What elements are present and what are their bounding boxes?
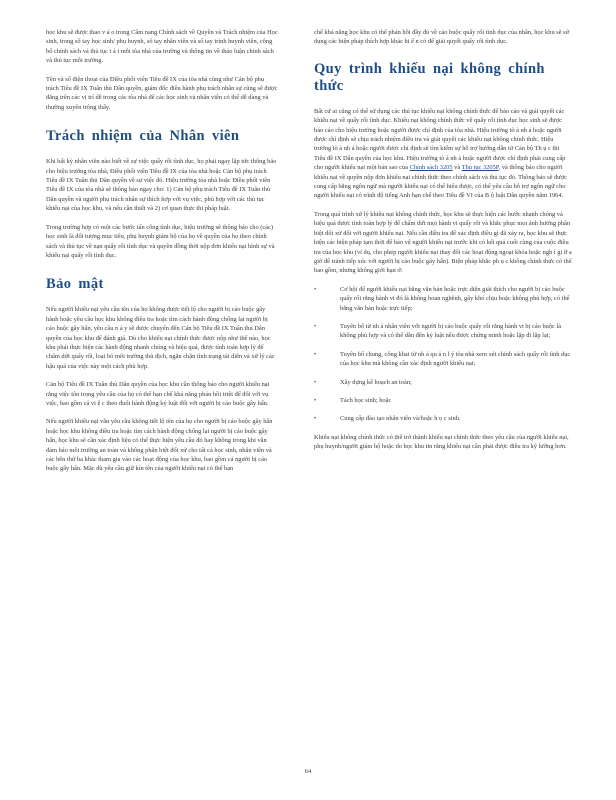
body-paragraph-with-links [314, 107, 572, 201]
staff-responsibility-heading: Trách nhiệm của Nhân viên [46, 128, 240, 145]
bullet-icon: • [314, 350, 317, 358]
body-paragraph: Nếu người khiếu nại vẫn yêu cầu không tiết lộ tên của họ cho người bị cáo buộc gây hấn hoặc học khu không điều tra hoặc tìm cách hành động chống lại người bị cáo buộc gây hấn, học khu sẽ cần xác định liệu có thể thực hiện yêu cầu đó hay không trong khi vẫn đảm bảo môi trường an toàn và không phân biệt đối xử cho tất cả học sinh, nhân viên và các bên thứ ba khác tham gia vào các hoạt động của học khu, bao gồm cả người bị cáo buộc gây hấn. Mặc dù yêu cầu giữ kín tên của người khiếu nại có thể hạn [46, 418, 273, 473]
list-item-text: Cung cấp đào tạo nhân viên và/hoặc h ọ c sinh. [340, 415, 461, 423]
bullet-icon: • [314, 396, 317, 404]
remedies-list [314, 285, 572, 424]
list-item-text: Xây dựng kế hoạch an toàn; [340, 378, 412, 386]
list-item-text: Tuyên bố từ nh ả nhân viên với người bị cáo buộc quấy rối rằng hành vi bị cáo buộc là không phù hợp và có thể dẫn đến kỷ luật nếu được chứng minh hoặc lặp đi lặp lại; [340, 322, 562, 340]
list-item [314, 350, 572, 369]
bullet-icon: • [314, 378, 317, 386]
list-item-text: Tuyên bố chung, công khai từ nh ả qu ả n l ý tòa nhà xem xét chính sách quấy rối tình dục của học khu mà không cần xác định người khiếu nại; [340, 350, 571, 368]
body-paragraph: chế khả năng học khu có thể phản hồi đầy đủ về cáo buộc quấy rối tình dục của nhân, học khu sẽ sử dụng các biện pháp thích hợp khác hi ể n có để giải quyết quấy rối tình dục. [314, 29, 570, 46]
list-item-text: Tách học sinh; hoặc [340, 396, 392, 404]
body-paragraph: học khu sẽ được thao v ả o trong Cẩm nang Chính sách về Quyền và Trách nhiệm của Học sinh, trong số tay học sinh/ phụ huynh, sổ tay nhân viên và sổ tay trình huynh viên, công bố chính sách và thủ tục t ả i mỗi tòa nhà của trường và thông tin về thảo luận chính sách và thủ tục mỗi trường. [46, 29, 278, 65]
policy-3205-link[interactable]: Chính sách 3205 [409, 164, 453, 172]
body-paragraph: Khi bất kỳ nhân viên nào biết về sự việc quấy rối tình dục, họ phải ngay lập tức thông báo cho hiệu trưởng tòa nhà, Điều phối viên Tiêu đề IX của tòa nhà hoặc Cán bộ phụ trách Tiêu đề IX Tuân thủ Dân quyền về sự việc đó. Hiệu trưởng tòa nhà hoặc Điều phối viên Tiêu đề IX của tòa nhà sẽ thông báo ngay cho: 1) Cán bộ phụ trách Tiêu đề IX Tuân thủ Dân quyền và người phụ trách nhân sự thích hợp với vụ việc, phù hợp với các thủ tục khiếu nại của học khu, và nếu cần thiết và 2) cơ quan thực thi pháp luật. [46, 158, 277, 213]
privacy-heading: Bảo mật [46, 276, 104, 293]
left-column [46, 28, 278, 483]
list-item [314, 285, 572, 313]
bullet-icon: • [314, 322, 317, 330]
paragraph-text: và [452, 164, 462, 172]
procedure-3205p-link[interactable]: Thủ tục 3205P [461, 164, 499, 172]
page-number: 64 [304, 768, 312, 775]
body-paragraph: Cán bộ Tiêu đề IX Tuân thủ Dân quyền của học khu cần thông báo cho người khiếu nại rằng việc tôn trọng yêu cầu của họ có thể hạn chế khả năng phản hồi triệt để đối với vụ việc, bao gồm cả vi ệ c theo đuổi hành động kỷ luật đối với người bị cáo buộc gây hấn. [46, 381, 270, 407]
body-paragraph: Trong quá trình xử lý khiếu nại không chính thức, học khu sẽ thực hiện các bước nhanh chóng và hiệu quả được tính toán hợp lý để chấm dứt mọi hành vi quấy rối và khắc phục mọi ảnh hưởng phân biệt đối xử đối với người khiếu nại. Nếu cần điều tra để xác định điều gì đã xảy ra, học khu sẽ thực hiện các biện pháp tạm thời để bảo vệ người khiếu nại trước khi có kết quả cuối cùng của cuộc điều tra của học khu (ví dụ, cho phép người khiếu nại thay đổi các hoạt động ngoại khóa hoặc ngh ỉ gi ữ a giờ để tránh tiếp xúc với người bị cáo buộc gây hấn). Biện pháp khắc ph ụ c không chính thức có thể bao gồm, nhưng không giới hạn ở: [314, 210, 572, 275]
list-item [314, 414, 572, 423]
list-item [314, 322, 572, 341]
bullet-icon: • [314, 415, 317, 423]
list-item-text: Cơ hội để người khiếu nại bằng văn bản hoặc trực diện giải thích cho người bị cáo buộc quấy rối rằng hành vi đó là không hoan nghênh, gây khó chịu hoặc không phù hợp, có thể bằng văn bản hoặc trực tiếp; [340, 285, 570, 312]
right-column [314, 28, 572, 461]
body-paragraph: Khiếu nại không chính thức có thể trở thành khiếu nại chính thức theo yêu cầu của người khiếu nại, phụ huynh/người giám hộ hoặc do học khu tin rằng khiếu nại cần phải được điều tra kỹ lưỡng hơn. [314, 433, 569, 451]
informal-complaint-heading: Quy trình khiếu nại không chính thức [314, 60, 545, 94]
list-item [314, 396, 572, 405]
body-paragraph: Trong trường hợp có một các bước tấn công tình dục, hiệu trưởng sẽ thông báo cho (các) học sinh là đối tượng mục tiêu, phụ huynh giám hộ của họ về quyền của họ theo chính sách và thủ tục về nạn quấy rối tình dục và quyền đồng thời nộp đơn khiếu nại hình sự và khiếu nại quấy rối tình dục. [46, 223, 275, 259]
body-paragraph: Tên và số điện thoại của Điều phối viên Tiêu đề IX của tòa nhà cũng như Cán bộ phụ trách Tiêu đề IX Tuân thủ Dân quyền, giám đốc điều hành phụ trách nhân sự cũng sẽ được đăng trên các vị trí dễ trong các tòa nhà để các học sinh và nhân viên có thể dễ dàng và thường xuyên trông thấy. [46, 75, 278, 111]
bullet-icon: • [314, 285, 317, 293]
list-item [314, 378, 572, 387]
body-paragraph: Nếu người khiếu nại yêu cầu tên của họ không được tiết lộ cho người bị cáo buộc gây hành hoặc yêu cầu học khu không điều tra hoặc tìm cách hành động chống lại người bị cáo buộc gây hấn, yêu cầu n ả y sẽ được chuyển đến Cán bộ Tiêu đề IX Tuân thủ Dân quyền của học khu để đánh giá. Dù cho khiếu nại chính thức được nộp như thế nào, học khu phải thực hiện các hành động nhanh chóng và hiệu quả, được tính toán hợp lý để chấm dứt quấy rối, loại bỏ môi trường thù địch, ngăn chặn tình trạng tái diễn và xử lý các hậu quả của việc này một cách phù hợp. [46, 306, 275, 370]
paragraph-text: , và thông báo cho người khiếu nại về quyền nộp đơn khiếu nại chính thức theo chính sách và thủ tục đó. Thông báo sẽ được cung cấp bằng ngôn ngữ mà người khiếu nại có thể hiểu được, có thể yêu cầu hỗ trợ ngôn ngữ cho người khiếu nại có trình độ tiếng Anh hạn chế theo Tiêu đề VI của B ộ luật Dân quyền năm 1964. [314, 164, 567, 200]
paragraph-text: Bất cứ ai cũng có thể sử dụng các thủ tục khiếu nại không chính thức để báo cáo và giải quyết các khiếu nại về quấy rối tình dục. Khiếu nại không chính thức về quấy rối tình dục học sinh sẽ được báo cáo cho hiệu trưởng hoặc người được chỉ định của tòa nhà. Hiệu trưởng tò ả nh ả hoặc người được chỉ định sẽ chịu trách nhiệm điều tra và giải quyết các khiếu nại không chính thức. Hiệu trưởng tò ả nh ả hoặc người được chỉ định sẽ tìm kiếm sự hỗ trợ hướng dẫn từ Cán bộ Th ụ c thi Tiêu đề IX Dân quyền của học khu. Hiệu trưởng tò ả nh ả hoặc người được chỉ định phải cung cấp cho người khiếu nại một bản sao của [314, 107, 566, 172]
